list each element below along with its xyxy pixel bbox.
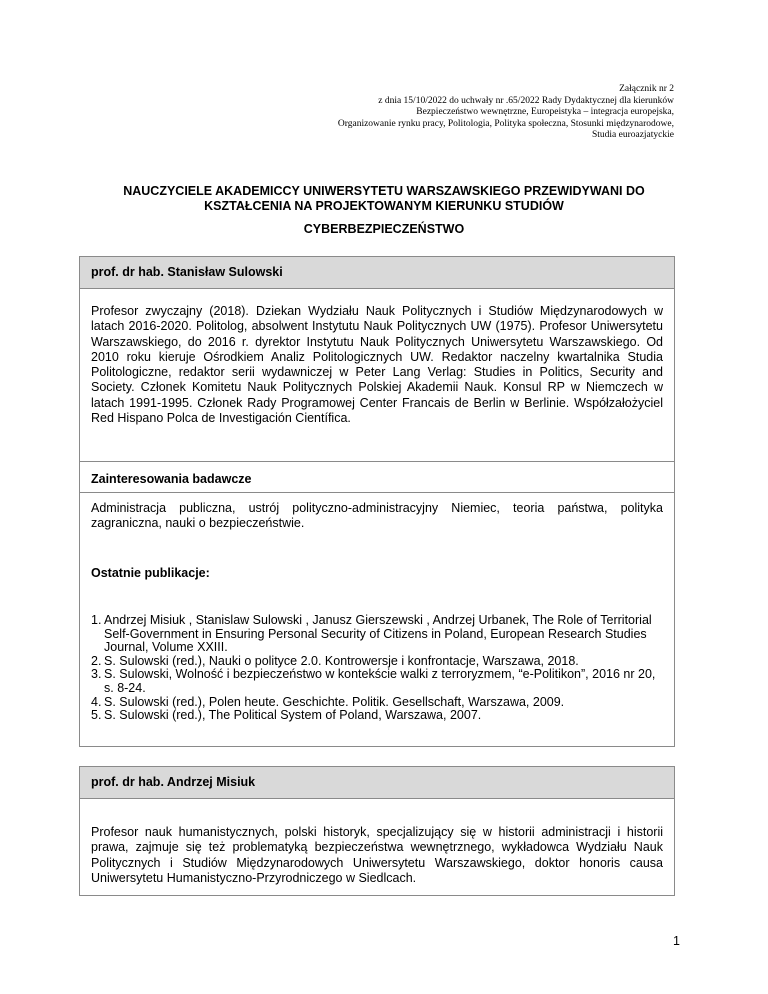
annex-line-2: z dnia 15/10/2022 do uchwały nr .65/2022 Rady Dydaktycznej dla kierunków	[378, 95, 674, 106]
publication-item	[80, 614, 674, 655]
annex-line-5: Studia euroazjatyckie	[591, 130, 674, 140]
research-interests: Administracja publiczna, ustrój polityczno-administracyjny Niemiec, teoria państwa, polityka zagraniczna, nauki o bezpieczeństwie.	[91, 501, 663, 531]
person-card-misiuk	[79, 766, 675, 896]
publication-text: S. Sulowski (red.), Nauki o polityce 2.0. Kontrowersje i konfrontacje, Warszawa, 2018.	[104, 653, 579, 668]
person-name-header: prof. dr hab. Stanisław Sulowski	[80, 257, 674, 289]
publication-item	[80, 709, 674, 723]
publications-list	[80, 614, 674, 723]
person-bio: Profesor zwyczajny (2018). Dziekan Wydziału Nauk Politycznych i Studiów Międzynarodowych w latach 2016-2020. Politolog, absolwent Instytutu Nauk Politycznych UW (1975). Profesor Uniwersytetu Warszawskiego, do 2016 r. dyrektor Instytutu Nauk Politycznych Uniwersytetu Warszawskiego. Od 2010 roku kieruje Ośrodkiem Analiz Politologicznych UW. Redaktor naczelny kwartalnika Studia Politologiczne, redaktor serii wydawniczej w Peter Lang Verlag: Studies in Politics, Security and Society. Członek Komitetu Nauk Politycznych Polskiej Akademii Nauk. Konsul RP w Niemczech w latach 1991-1995. Członek Rady Programowej Center Francais de Berlin w Berlinie. Współzałożyciel Red Hispano Polca de Investigación Científica.	[91, 304, 663, 426]
publication-item	[80, 696, 674, 710]
annex-header	[338, 84, 674, 142]
section-divider	[80, 492, 674, 493]
document-title-line-2: KSZTAŁCENIA NA PROJEKTOWANYM KIERUNKU STUDIÓW	[204, 199, 564, 213]
publication-text: S. Sulowski (red.), Polen heute. Geschichte. Politik. Gesellschaft, Warszawa, 2009.	[104, 694, 565, 709]
document-title-line-1: NAUCZYCIELE AKADEMICCY UNIWERSYTETU WARSZAWSKIEGO PRZEWIDYWANI DO	[123, 184, 645, 198]
person-card-sulowski	[79, 256, 675, 747]
annex-line-1: Załącznik nr 2	[619, 84, 674, 94]
publication-number: 5.	[91, 708, 102, 723]
publication-number: 1.	[91, 613, 102, 627]
publication-number: 3.	[91, 667, 102, 682]
publications-title: Ostatnie publikacje:	[91, 566, 210, 580]
publication-text: Andrzej Misiuk , Stanislaw Sulowski , Janusz Gierszewski , Andrzej Urbanek, The Role of Territorial Self-Government in Ensuring Personal Security of Citizens in Poland, European Research Studies Journal, Volume XXIII.	[104, 613, 652, 655]
publication-text: S. Sulowski, Wolność i bezpieczeństwo w kontekście walki z terroryzmem, “e-Politikon”, 2016 nr 20, s. 8-24.	[104, 667, 656, 695]
program-name: CYBERBEZPIECZEŃSTWO	[303, 222, 465, 236]
person-bio: Profesor nauk humanistycznych, polski historyk, specjalizujący się w historii administracji i historii prawa, zajmuje się też problematyką bezpieczeństwa wewnętrznego, wykładowca Wydziału Nauk Politycznych i Studiów Międzynarodowych Uniwersytetu Warszawskiego, doktor honoris causa Uniwersytetu Humanistyczno-Przyrodniczego w Siedlcach.	[91, 825, 663, 885]
publication-number: 4.	[91, 694, 102, 709]
annex-line-3: Bezpieczeństwo wewnętrzne, Europeistyka – integracja europejska,	[416, 107, 674, 117]
section-divider	[80, 461, 674, 462]
publication-text: S. Sulowski (red.), The Political System of Poland, Warszawa, 2007.	[104, 708, 482, 723]
publication-item	[80, 655, 674, 669]
research-interests-title: Zainteresowania badawcze	[91, 472, 252, 486]
page-number: 1	[673, 934, 680, 948]
document-title	[0, 184, 768, 214]
publications-list-wrapper	[80, 614, 674, 723]
annex-line-4: Organizowanie rynku pracy, Politologia, Polityka społeczna, Stosunki międzynarodowe,	[337, 118, 674, 129]
publication-number: 2.	[91, 653, 102, 668]
person-name-header: prof. dr hab. Andrzej Misiuk	[80, 767, 674, 799]
publication-item	[80, 668, 674, 695]
